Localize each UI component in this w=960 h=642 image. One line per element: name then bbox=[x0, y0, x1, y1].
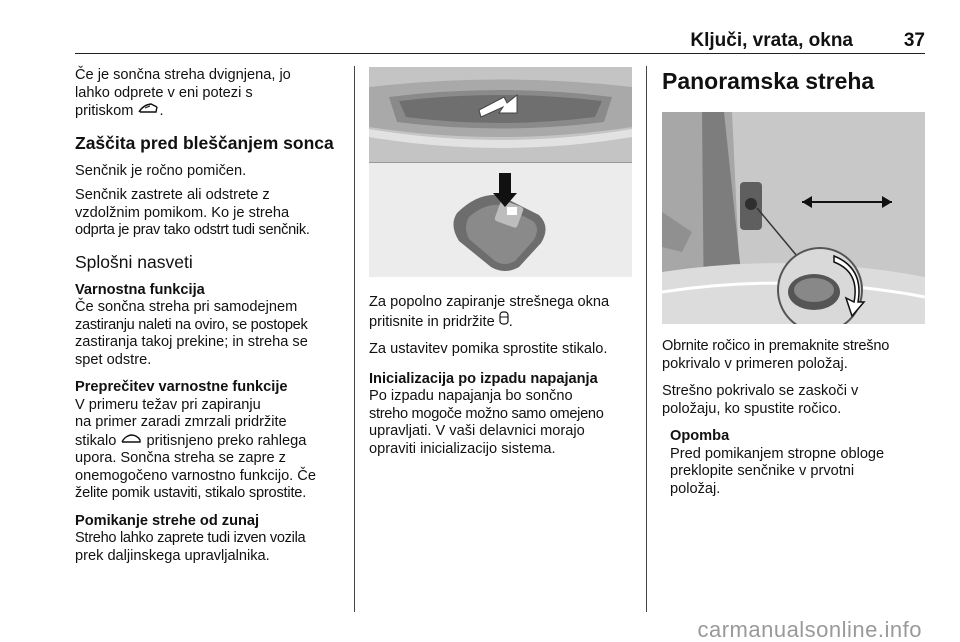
heading-glare: Zaščita pred bleščanjem sonca bbox=[75, 132, 334, 153]
watermark: carmanualsonline.info bbox=[697, 617, 922, 642]
sunroof-illustration bbox=[369, 67, 632, 162]
note-paragraph: Opomba Pred pomikanjem stropne obloge preklopite senčnike v prvotni položaj. bbox=[670, 428, 932, 498]
glare-paragraph-1: Senčnik je ročno pomičen. bbox=[75, 162, 247, 179]
page-title: Ključi, vrata, okna bbox=[690, 30, 853, 51]
glare-paragraph-2: Senčnik zastrete ali odstrete z vzdolžnim pomikom. Ko je streha odprta je prav tako odstrt tudi senčnik. bbox=[75, 187, 310, 238]
close-paragraph: Za popolno zapiranje strešnega okna pritisnite in pridržite . bbox=[369, 294, 610, 330]
init-paragraph: Inicializacija po izpadu napajanja Po izpadu napajanja bo sončno streho mogoče možno samo omejeno upravljati. V vaši delavnici morajo opraviti inicializacijo sistema. bbox=[369, 371, 639, 459]
middle-column bbox=[369, 294, 639, 465]
right-column-text bbox=[662, 338, 932, 505]
intro-paragraph: Če je sončna streha dvignjena, jo lahko odprete v eni potezi s pritiskom . bbox=[75, 67, 291, 119]
key-fob-illustration bbox=[369, 162, 632, 277]
override-title: Preprečitev varnostne funkcije bbox=[75, 379, 288, 395]
override-paragraph: Preprečitev varnostne funkcije V primeru težav pri zapiranju na primer zaradi zmrzali pridržite stikalo pritisnjeno preko rahlega upora. Sončna streha se zapre z onemogočeno varnostno funkcijo. Če želite pomik ustaviti, stikalo sprostite. bbox=[75, 379, 350, 503]
heading-general: Splošni nasveti bbox=[75, 251, 193, 272]
remote-title: Pomikanje strehe od zunaj bbox=[75, 512, 260, 529]
roof-open-icon bbox=[137, 101, 159, 119]
column-divider-right bbox=[646, 66, 647, 612]
section-title: Panoramska streha bbox=[662, 68, 875, 94]
note-title: Opomba bbox=[670, 428, 730, 444]
lever-paragraph: Obrnite ročico in premaknite strešno pokrivalo v primeren položaj. bbox=[662, 338, 890, 372]
roof-close-icon bbox=[120, 431, 142, 449]
init-title: Inicializacija po izpadu napajanja bbox=[369, 370, 598, 387]
remote-button-icon bbox=[499, 311, 509, 330]
panoramic-roof-illustration bbox=[662, 112, 925, 324]
remote-paragraph: Pomikanje strehe od zunaj Streho lahko zaprete tudi izven vozila prek daljinskega upravljalnika. bbox=[75, 513, 350, 566]
column-divider-left bbox=[354, 66, 355, 612]
latch-paragraph: Strešno pokrivalo se zaskoči v položaju, ko spustite ročico. bbox=[662, 383, 859, 417]
safety-title: Varnostna funkcija bbox=[75, 281, 205, 298]
left-column bbox=[75, 67, 350, 572]
safety-paragraph: Varnostna funkcija Če sončna streha pri samodejnem zastiranju naleti na oviro, se postopek zastiranja takoj prekine; in streha se spet odstre. bbox=[75, 282, 350, 370]
header-rule bbox=[75, 53, 925, 54]
right-column bbox=[662, 67, 927, 95]
page-number: 37 bbox=[903, 30, 925, 51]
page-header bbox=[75, 30, 925, 54]
stop-paragraph: Za ustavitev pomika sprostite stikalo. bbox=[369, 341, 608, 357]
